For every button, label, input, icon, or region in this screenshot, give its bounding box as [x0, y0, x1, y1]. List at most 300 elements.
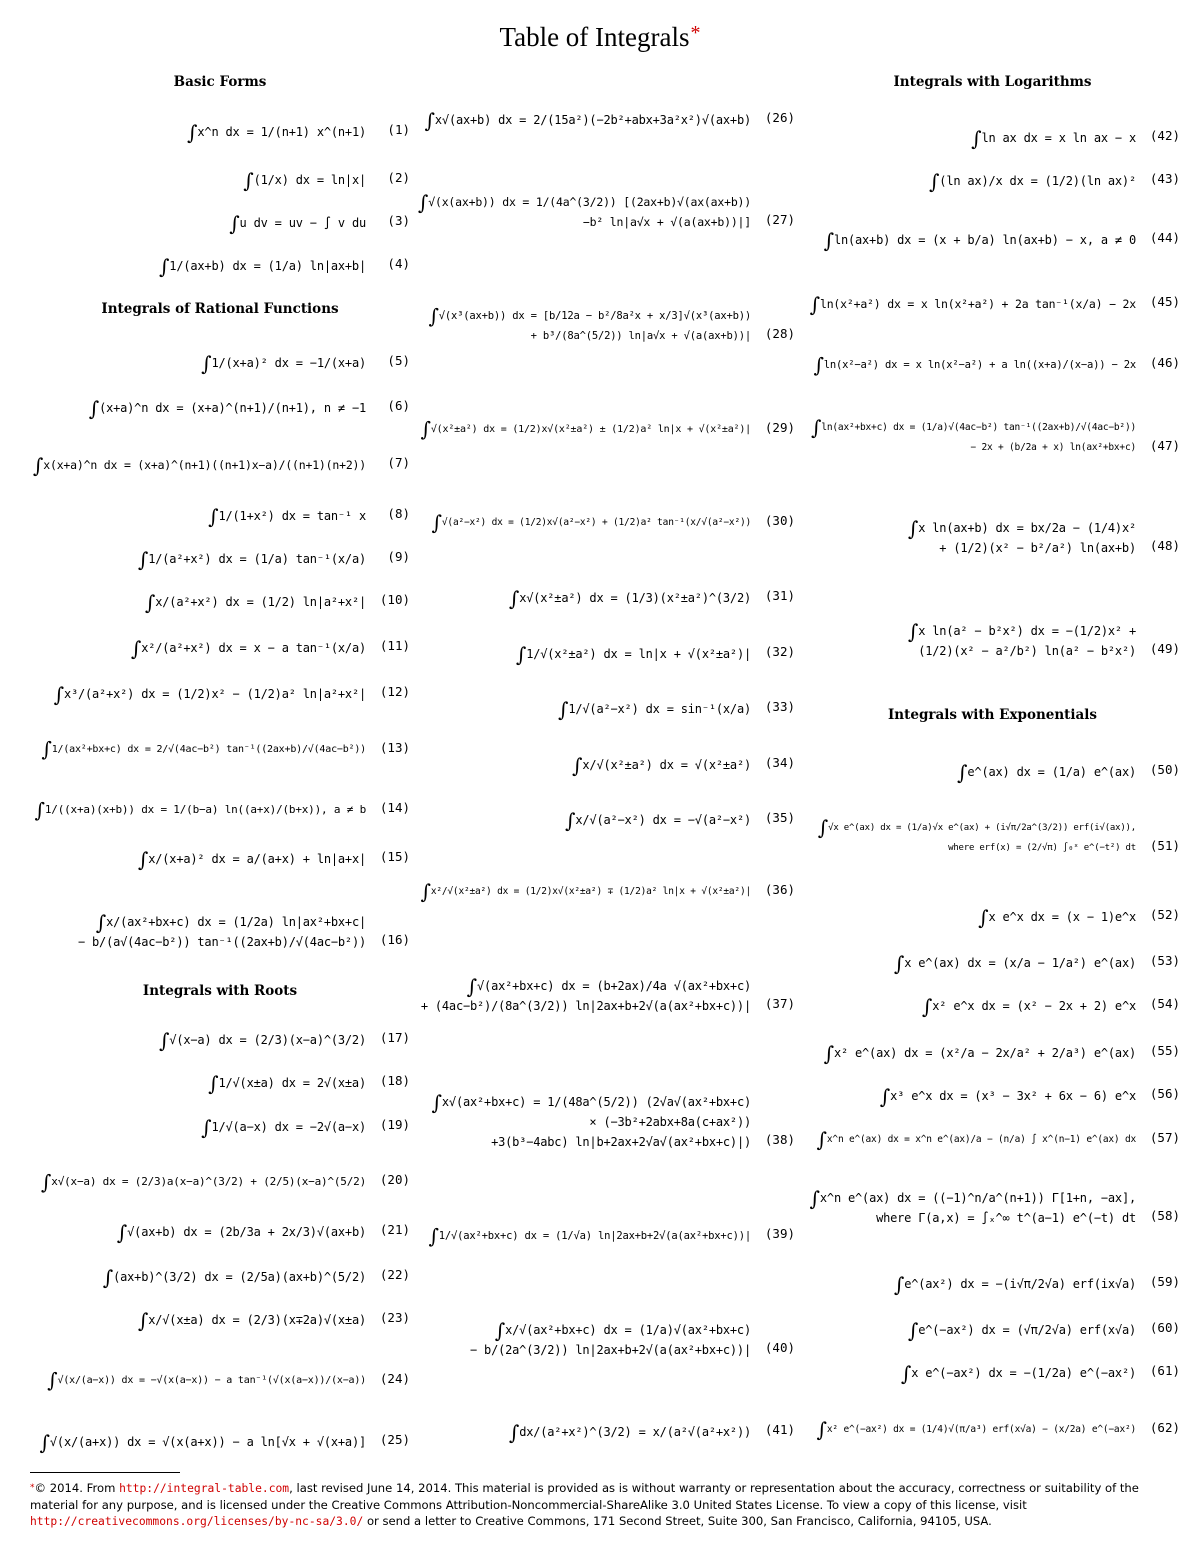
equation-number: (26) [764, 110, 795, 125]
section-heading-logarithms: Integrals with Logarithms [893, 74, 1092, 90]
formula-text [508, 1420, 751, 1445]
equation-number: (54) [1149, 996, 1180, 1011]
formula-line [78, 932, 366, 952]
equation-number: (6) [387, 398, 410, 413]
equation-number: (8) [387, 506, 410, 521]
formula-text [893, 951, 1136, 976]
formula-expression: ln ax dx = x ln ax − x [981, 131, 1136, 145]
formula-line [572, 753, 751, 778]
formula-line [138, 547, 366, 572]
formula-expression: x²/√(x²±a²) dx = (1/2)x√(x²±a²) ∓ (1/2)a² ln|x + √(x²±a²)| [430, 886, 751, 897]
formula-expression: (1/2)(x² − a²/b²) ln(a² − b²x²) [918, 644, 1136, 658]
integral-sign-icon: ∫ [816, 1127, 827, 1152]
formula-expression: x/√(x²±a²) dx = √(x²±a²) [582, 758, 751, 772]
formula-text [208, 1071, 366, 1096]
formula-text [893, 1272, 1136, 1297]
formula-text [508, 586, 751, 611]
formula-line [823, 1041, 1136, 1066]
formula-line [78, 910, 366, 935]
formula-text [879, 1084, 1136, 1109]
formula-expression: e^(ax) dx = (1/a) e^(ax) [967, 765, 1136, 779]
equation-number: (25) [379, 1432, 410, 1447]
footnote-mark: * [30, 1483, 35, 1493]
integral-sign-icon: ∫ [431, 1090, 442, 1115]
formula-line [908, 1318, 1136, 1343]
formula-expression: dx/(a²+x²)^(3/2) = x/(a²√(a²+x²)) [519, 1425, 751, 1439]
formula-line [809, 1186, 1136, 1211]
formula-expression: 1/(1+x²) dx = tan⁻¹ x [218, 509, 366, 523]
formula-line [929, 169, 1136, 194]
formula-expression: x^n e^(ax) dx = x^n e^(ax)/a − (n/a) ∫ x^(n−1) e^(ax) dx [826, 1134, 1136, 1145]
formula-text [809, 292, 1136, 317]
formula-expression: 1/√(x±a) dx = 2√(x±a) [218, 1076, 366, 1090]
formula-text [908, 621, 1136, 661]
equation-number: (59) [1149, 1274, 1180, 1289]
formula-text [470, 1320, 751, 1360]
formula-expression: x²/(a²+x²) dx = x − a tan⁻¹(x/a) [141, 641, 366, 655]
formula-expression: √(x²±a²) dx = (1/2)x√(x²±a²) ± (1/2)a² ln|x + √(x²±a²)| [430, 424, 751, 435]
equation-number: (20) [379, 1172, 410, 1187]
section-heading-basic-forms: Basic Forms [173, 74, 267, 90]
formula-expression: x/√(x±a) dx = (2/3)(x∓2a)√(x±a) [148, 1313, 366, 1327]
formula-line [811, 415, 1136, 440]
formula-line [424, 108, 751, 133]
formula-text [432, 1092, 751, 1152]
formula-expression: x/(ax²+bx+c) dx = (1/2a) ln|ax²+bx+c| [106, 915, 366, 929]
formula-expression: u dv = uv − ∫ v du [239, 216, 366, 230]
formula-text [138, 1308, 366, 1333]
formula-line [102, 1265, 366, 1290]
formula-text [978, 905, 1136, 930]
integral-sign-icon: ∫ [424, 108, 435, 133]
equation-number: (32) [764, 644, 795, 659]
integral-sign-icon: ∫ [418, 190, 429, 215]
integral-sign-icon: ∫ [816, 1417, 827, 1442]
formula-text [558, 697, 751, 722]
formula-text [814, 355, 1136, 375]
integral-sign-icon: ∫ [116, 1220, 128, 1245]
formula-text [35, 800, 366, 820]
formula-line [900, 1361, 1136, 1386]
formula-text [116, 1220, 366, 1245]
equation-number: (22) [379, 1267, 410, 1282]
formula-text [817, 815, 1136, 858]
integral-sign-icon: ∫ [34, 798, 45, 822]
section-heading-exponentials: Integrals with Exponentials [887, 707, 1098, 723]
formula-expression: − b/(2a^(3/2)) ln|2ax+b+2√(a(ax²+bx+c))| [470, 1343, 751, 1357]
formula-text [420, 879, 751, 904]
formula-line [53, 682, 366, 707]
equation-number: (31) [764, 588, 795, 603]
formula-text [424, 108, 751, 133]
equation-number: (47) [1149, 438, 1180, 453]
creative-commons-link[interactable]: http://creativecommons.org/licenses/by-nc-sa/3.0/ [30, 1515, 364, 1528]
integral-sign-icon: ∫ [811, 415, 822, 440]
formula-expression: ln(x²+a²) dx = x ln(x²+a²) + 2a tan⁻¹(x/a) − 2x [819, 297, 1136, 311]
formula-expression: ln(ax+b) dx = (x + b/a) ln(ax+b) − x, a ≠ 0 [833, 233, 1136, 247]
formula-expression: where erf(x) = (2/√π) ∫₀ˣ e^(−t²) dt [948, 843, 1136, 853]
equation-number: (48) [1149, 538, 1180, 553]
formula-expression: x² e^(ax) dx = (x²/a − 2x/a² + 2/a³) e^(ax) [833, 1046, 1136, 1060]
integral-sign-icon: ∫ [102, 1265, 114, 1290]
footnote-body: , last revised June 14, 2014. This material is provided as is without warranty or representation about the accuracy, correctness or suitability of the material for any purpose, and is licensed under the Creative Commons Attribution-Noncommercial-ShareAlike 3.0 United States License. To view a copy of this license, visit [30, 1481, 1139, 1512]
formula-expression: x/(a²+x²) dx = (1/2) ln|a²+x²| [155, 595, 366, 609]
integral-sign-icon: ∫ [159, 254, 170, 279]
formula-line [432, 1112, 751, 1132]
equation-number: (38) [764, 1132, 795, 1147]
formula-expression: ln(x²−a²) dx = x ln(x²−a²) + a ln((x+a)/(x−a)) − 2x [823, 359, 1136, 371]
formula-expression: √(x(ax+b)) dx = 1/(4a^(3/2)) [(2ax+b)√(ax(ax+b)) [428, 195, 751, 209]
equation-number: (19) [379, 1117, 410, 1132]
integral-sign-icon: ∫ [971, 126, 982, 151]
formula-expression: 1/√(a²−x²) dx = sin⁻¹(x/a) [568, 702, 751, 716]
equation-number: (12) [379, 684, 410, 699]
formula-text [159, 254, 366, 279]
integral-sign-icon: ∫ [145, 590, 156, 615]
formula-line [957, 760, 1136, 785]
formula-text [823, 228, 1136, 253]
formula-expression: x² e^x dx = (x² − 2x + 2) e^x [932, 999, 1136, 1013]
formula-line [908, 516, 1136, 541]
footnote-rule [30, 1472, 180, 1473]
integral-sign-icon: ∫ [809, 292, 820, 317]
equation-number: (40) [764, 1340, 795, 1355]
formula-line [879, 1084, 1136, 1109]
integral-sign-icon: ∫ [900, 1361, 912, 1386]
formula-text [429, 1226, 751, 1246]
integral-sign-icon: ∫ [922, 994, 933, 1019]
formula-line [908, 641, 1136, 661]
formula-text [102, 1265, 366, 1290]
equation-number: (46) [1149, 355, 1180, 370]
formula-line [508, 1420, 751, 1445]
formula-text [33, 453, 366, 478]
formula-text [41, 737, 366, 761]
formula-expression: x^n e^(ax) dx = ((−1)^n/a^(n+1)) Γ[1+n, −ax], [819, 1191, 1136, 1205]
integral-sign-icon: ∫ [41, 1170, 52, 1194]
integral-sign-icon: ∫ [508, 1420, 520, 1445]
equation-number: (35) [764, 810, 795, 825]
equation-number: (45) [1149, 294, 1180, 309]
formula-text [138, 847, 366, 872]
formula-text [431, 510, 751, 535]
integral-sign-icon: ∫ [47, 1368, 58, 1392]
formula-line [208, 504, 366, 529]
formula-expression: √(x/(a−x)) dx = −√(x(a−x)) − a tan⁻¹(√(x(a−x))/(x−a)) [57, 1375, 366, 1386]
formula-line [429, 306, 751, 326]
formula-expression: x/(x+a)² dx = a/(a+x) + ln|a+x| [148, 852, 366, 866]
integral-sign-icon: ∫ [813, 353, 824, 377]
formula-text [41, 1172, 366, 1192]
formula-expression: 1/(x+a)² dx = −1/(x+a) [211, 356, 366, 370]
formula-expression: x√(ax+b) dx = 2/(15a²)(−2b²+abx+3a²x²)√(ax+b) [434, 113, 751, 127]
integral-sign-icon: ∫ [515, 642, 527, 667]
integral-sign-icon: ∫ [41, 737, 52, 761]
formula-text [53, 682, 366, 707]
formula-expression: (ax+b)^(3/2) dx = (2/5a)(ax+b)^(5/2) [113, 1270, 366, 1284]
formula-text [88, 396, 366, 421]
integral-sign-icon: ∫ [420, 417, 431, 441]
integral-sign-icon: ∫ [565, 808, 576, 833]
equation-number: (55) [1149, 1043, 1180, 1058]
formula-line [817, 815, 1136, 840]
integral-sign-icon: ∫ [572, 753, 583, 778]
formula-expression: e^(ax²) dx = −(i√π/2√a) erf(ix√a) [904, 1277, 1136, 1291]
formula-line [893, 1272, 1136, 1297]
integral-sign-icon: ∫ [53, 682, 64, 707]
formula-text [900, 1361, 1136, 1386]
formula-text [138, 547, 366, 572]
formula-text [429, 306, 751, 346]
integral-sign-icon: ∫ [558, 697, 569, 722]
equation-number: (53) [1149, 953, 1180, 968]
formula-line [814, 355, 1136, 375]
formula-line [421, 974, 751, 999]
formula-line [431, 1090, 751, 1115]
integral-sign-icon: ∫ [159, 1028, 170, 1053]
formula-expression: + b³/(8a^(5/2)) ln|a√x + √(a(ax+b))| [530, 330, 751, 342]
integral-sign-icon: ∫ [879, 1084, 891, 1109]
integral-sign-icon: ∫ [817, 815, 829, 840]
formula-expression: x√(x²±a²) dx = (1/3)(x²±a²)^(3/2) [519, 591, 751, 605]
equation-number: (7) [387, 455, 410, 470]
formula-expression: where Γ(a,x) = ∫ₓ^∞ t^(a−1) e^(−t) dt [876, 1211, 1136, 1225]
formula-line [41, 737, 366, 761]
equation-number: (29) [764, 420, 795, 435]
formula-expression: +3(b³−4abc) ln|b+2ax+2√a√(ax²+bx+c)|) [491, 1135, 751, 1149]
formula-line [508, 586, 751, 611]
formula-line [565, 808, 751, 833]
equation-number: (33) [764, 699, 795, 714]
equation-number: (10) [379, 592, 410, 607]
formula-line [429, 1226, 751, 1246]
formula-expression: −b² ln|a√x + √(a(ax+b))|] [582, 215, 751, 229]
formula-text [908, 518, 1136, 558]
formula-expression: (x+a)^n dx = (x+a)^(n+1)/(n+1), n ≠ −1 [99, 401, 366, 415]
integral-sign-icon: ∫ [466, 974, 478, 999]
equation-number: (16) [379, 932, 410, 947]
formula-line [470, 1340, 751, 1360]
integral-sign-icon: ∫ [229, 211, 240, 236]
equation-number: (56) [1149, 1086, 1180, 1101]
formula-line [116, 1220, 366, 1245]
formula-line [809, 292, 1136, 317]
formula-expression: x³/(a²+x²) dx = (1/2)x² − (1/2)a² ln|a²+x²| [63, 687, 366, 701]
formula-expression: √(ax+b) dx = (2b/3a + 2x/3)√(ax+b) [127, 1225, 366, 1239]
equation-number: (18) [379, 1073, 410, 1088]
integral-sign-icon: ∫ [428, 304, 439, 328]
integral-sign-icon: ∫ [893, 1272, 905, 1297]
formula-line [420, 879, 751, 904]
formula-text [130, 636, 366, 661]
formula-expression: x³ e^x dx = (x³ − 3x² + 6x − 6) e^x [890, 1089, 1136, 1103]
equation-number: (60) [1149, 1320, 1180, 1335]
footnote-prefix: © 2014. From [34, 1481, 120, 1495]
title-footnote-mark: * [690, 22, 701, 44]
integral-sign-icon: ∫ [130, 636, 142, 661]
equation-number: (4) [387, 256, 410, 271]
formula-line [159, 254, 366, 279]
equation-number: (44) [1149, 230, 1180, 245]
integral-sign-icon: ∫ [88, 396, 100, 421]
formula-line [138, 847, 366, 872]
formula-text [201, 1115, 366, 1140]
formula-line [229, 211, 366, 236]
formula-text [811, 415, 1136, 458]
formula-expression: √(ax²+bx+c) dx = (b+2ax)/4a √(ax²+bx+c) [477, 979, 751, 993]
formula-text [145, 590, 366, 615]
formula-line [922, 994, 1136, 1019]
footnote [30, 1480, 1170, 1530]
equation-number: (61) [1149, 1363, 1180, 1378]
integral-sign-icon: ∫ [908, 1318, 919, 1343]
integral-sign-icon: ∫ [201, 1115, 212, 1140]
formula-text [572, 753, 751, 778]
formula-line [418, 190, 751, 215]
formula-expression: 1/((x+a)(x+b)) dx = 1/(b−a) ln((a+x)/(b+x)), a ≠ b [44, 803, 366, 816]
formula-line [33, 453, 366, 478]
formula-expression: √x e^(ax) dx = (1/a)√x e^(ax) + (i√π/2a^(3/2)) erf(i√(ax)), [828, 823, 1136, 833]
formula-line [39, 1430, 366, 1455]
formula-line [187, 120, 366, 145]
equation-number: (30) [764, 513, 795, 528]
formula-expression: x^n dx = 1/(n+1) x^(n+1) [197, 125, 366, 139]
equation-number: (21) [379, 1222, 410, 1237]
formula-line [816, 1127, 1136, 1152]
integral-sign-icon: ∫ [428, 1224, 439, 1248]
formula-line [35, 800, 366, 820]
equation-number: (58) [1149, 1208, 1180, 1223]
equation-number: (51) [1149, 838, 1180, 853]
equation-number: (41) [764, 1422, 795, 1437]
formula-expression: x e^x dx = (x − 1)e^x [988, 910, 1136, 924]
integral-sign-icon: ∫ [39, 1430, 50, 1455]
integral-sign-icon: ∫ [208, 504, 219, 529]
formula-line [421, 996, 751, 1016]
formula-expression: ln(ax²+bx+c) dx = (1/a)√(4ac−b²) tan⁻¹((2ax+b)/√(4ac−b²)) [821, 422, 1136, 433]
formula-expression: (1/x) dx = ln|x| [253, 173, 366, 187]
formula-expression: − b/(a√(4ac−b²)) tan⁻¹((2ax+b)/√(4ac−b²)) [77, 935, 366, 949]
formula-text [39, 1430, 366, 1455]
formula-text [816, 1127, 1136, 1152]
formula-text [929, 169, 1136, 194]
formula-expression: x/√(ax²+bx+c) dx = (1/a)√(ax²+bx+c) [505, 1323, 751, 1337]
formula-line [558, 697, 751, 722]
integral-sign-icon: ∫ [208, 1071, 219, 1096]
equation-number: (9) [387, 549, 410, 564]
integral-sign-icon: ∫ [420, 879, 431, 904]
formula-line [818, 838, 1136, 858]
formula-line [978, 905, 1136, 930]
formula-expression: x ln(a² − b²x²) dx = −(1/2)x² + [918, 624, 1136, 638]
formula-line [88, 396, 366, 421]
formula-line [243, 168, 366, 193]
formula-text [47, 1368, 366, 1392]
formula-expression: x√(x−a) dx = (2/3)a(x−a)^(3/2) + (2/5)(x−a)^(5/2) [51, 1175, 366, 1188]
integral-sign-icon: ∫ [908, 619, 919, 644]
formula-line [208, 1071, 366, 1096]
formula-text [810, 1188, 1136, 1228]
section-heading-rational-functions: Integrals of Rational Functions [101, 301, 339, 317]
formula-expression: x² e^(−ax²) dx = (1/4)√(π/a³) erf(x√a) − (x/2a) e^(−ax²) [826, 1424, 1136, 1435]
integral-sign-icon: ∫ [494, 1318, 506, 1343]
equation-number: (36) [764, 882, 795, 897]
formula-line [429, 326, 751, 346]
formula-line [432, 1132, 751, 1152]
integral-sign-icon: ∫ [893, 951, 905, 976]
formula-expression: 1/(ax²+bx+c) dx = 2/√(4ac−b²) tan⁻¹((2ax+b)/√(4ac−b²)) [51, 744, 366, 755]
integral-sign-icon: ∫ [508, 586, 520, 611]
equation-number: (11) [379, 638, 410, 653]
formula-line [145, 590, 366, 615]
formula-expression: √(x/(a+x)) dx = √(x(a+x)) − a ln[√x + √(x+a)] [49, 1435, 366, 1449]
formula-line [908, 619, 1136, 644]
equation-number: (23) [379, 1310, 410, 1325]
formula-line [138, 1308, 366, 1333]
formula-line [431, 510, 751, 535]
formula-line [418, 212, 751, 232]
formula-expression: 1/(ax+b) dx = (1/a) ln|ax+b| [169, 259, 366, 273]
equation-number: (24) [379, 1371, 410, 1386]
integral-sign-icon: ∫ [957, 760, 968, 785]
formula-expression: x e^(ax) dx = (x/a − 1/a²) e^(ax) [904, 956, 1136, 970]
formula-expression: √(a²−x²) dx = (1/2)x√(a²−x²) + (1/2)a² tan⁻¹(x/√(a²−x²)) [441, 517, 751, 528]
equation-number: (34) [764, 755, 795, 770]
equation-number: (14) [379, 800, 410, 815]
section-heading-roots: Integrals with Roots [142, 983, 298, 999]
formula-text [421, 976, 751, 1016]
integral-sign-icon: ∫ [929, 169, 940, 194]
equation-number: (3) [387, 213, 410, 228]
formula-text [208, 504, 366, 529]
formula-text [159, 1028, 366, 1053]
formula-text [420, 417, 751, 441]
integral-sign-icon: ∫ [823, 228, 834, 253]
formula-line [893, 951, 1136, 976]
equation-number: (13) [379, 740, 410, 755]
formula-expression: + (4ac−b²)/(8a^(3/2)) ln|2ax+b+2√(a(ax²+bx+c))| [420, 999, 751, 1013]
formula-line [41, 1172, 366, 1192]
formula-line [971, 126, 1136, 151]
equation-number: (27) [764, 212, 795, 227]
equation-number: (57) [1149, 1130, 1180, 1145]
formula-line [816, 1417, 1136, 1442]
formula-line [515, 642, 751, 667]
integral-sign-icon: ∫ [431, 510, 442, 535]
equation-number: (37) [764, 996, 795, 1011]
equation-number: (5) [387, 353, 410, 368]
formula-expression: x√(ax²+bx+c) = 1/(48a^(5/2)) (2√a√(ax²+bx+c) [441, 1095, 751, 1109]
integral-table-link[interactable]: http://integral-table.com [119, 1482, 290, 1495]
equation-number: (52) [1149, 907, 1180, 922]
formula-expression: × (−3b²+2abx+8a(c+ax²)) [589, 1115, 751, 1129]
integral-sign-icon: ∫ [138, 847, 149, 872]
equation-number: (2) [387, 170, 410, 185]
integral-sign-icon: ∫ [908, 516, 919, 541]
formula-text [515, 642, 751, 667]
formula-text [187, 120, 366, 145]
equation-number: (42) [1149, 128, 1180, 143]
formula-text [229, 211, 366, 236]
formula-text [565, 808, 751, 833]
formula-line [810, 1208, 1136, 1228]
formula-expression: x e^(−ax²) dx = −(1/2a) e^(−ax²) [911, 1366, 1136, 1380]
formula-text [201, 351, 366, 376]
equation-number: (62) [1149, 1420, 1180, 1435]
integral-sign-icon: ∫ [823, 1041, 834, 1066]
formula-text [823, 1041, 1136, 1066]
equation-number: (39) [764, 1226, 795, 1241]
